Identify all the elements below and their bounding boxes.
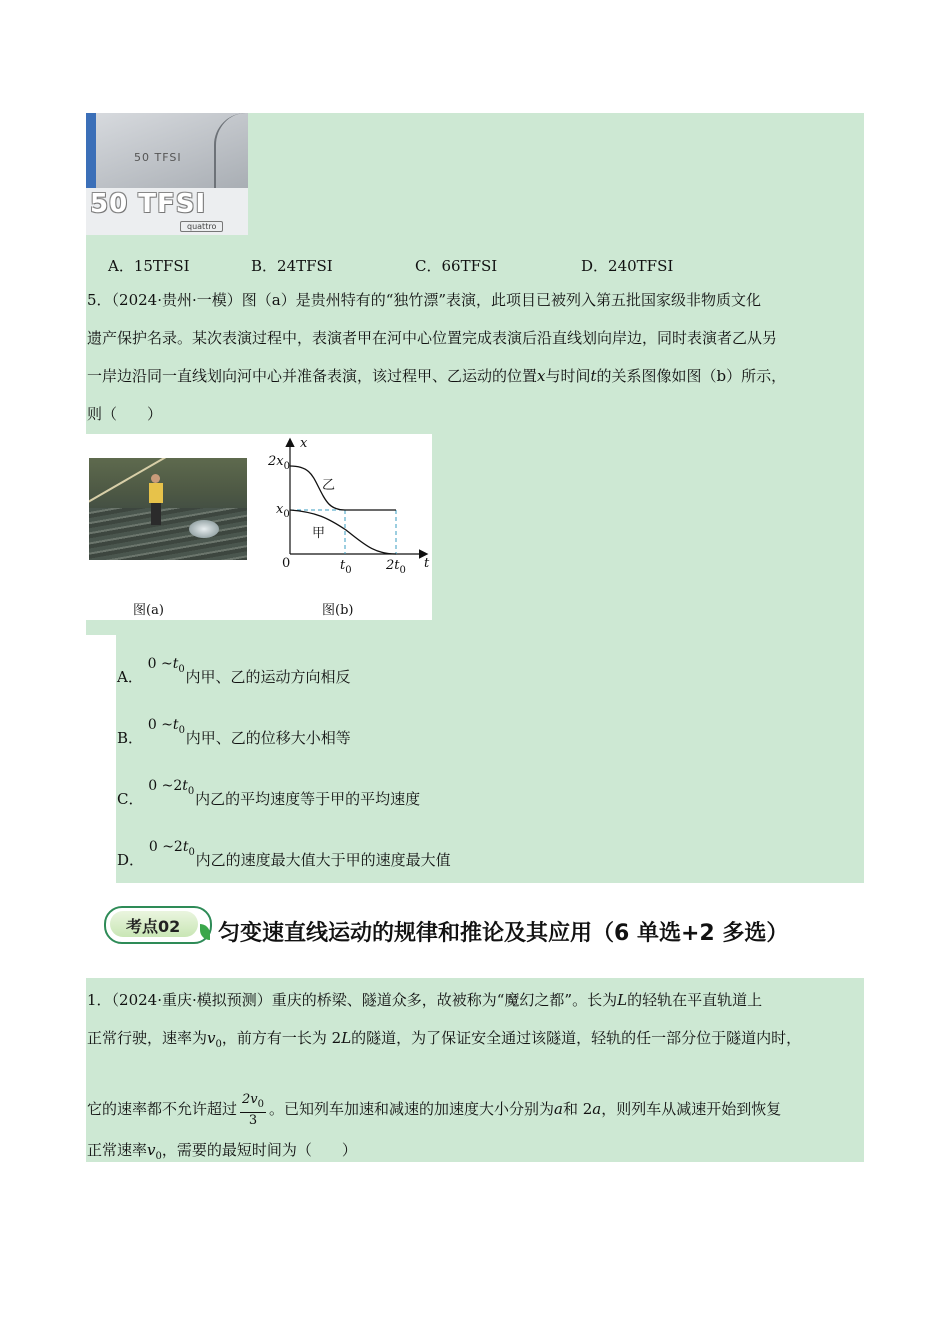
prev-option-c: C．66TFSI — [415, 257, 498, 275]
tick-2x0: $2x_0$ — [268, 454, 290, 472]
prev-option-d: D．240TFSI — [581, 257, 674, 275]
q5-line-3: 一岸边沿同一直线划向河中心并准备表演，该过程甲、乙运动的位置x与时间t的关系图像如图（b）所示， — [87, 367, 787, 385]
q1-line-1: 1．（2024·重庆·模拟预测）重庆的桥梁、隧道众多，故被称为“魔幻之都”。长为L的轻轨在平直轨道上 — [87, 991, 763, 1009]
badge-quattro-text: quattro — [180, 221, 223, 232]
performer-legs — [151, 503, 161, 525]
curve-label-jia: 甲 — [312, 526, 326, 541]
badge-large-text: 50 TFSI — [90, 189, 207, 219]
car-badge-image — [86, 113, 248, 235]
curve-label-yi: 乙 — [322, 478, 336, 493]
tick-2t0: $2t_0$ — [386, 558, 406, 576]
tick-origin: 0 — [282, 556, 291, 571]
water-ripple — [89, 508, 247, 560]
q1-line-3: 它的速率都不允许超过 $\frac{2v_0}{3}$ 。已知列车加速和减速的加速度大小分别为a和 2a，则列车从减速开始到恢复 — [87, 1092, 782, 1128]
prev-option-a: A．15TFSI — [108, 257, 190, 275]
q5-option-a: A． 0 $\sim t_0$ 内甲、乙的运动方向相反 — [117, 656, 351, 686]
section-badge-text: 考点02 — [126, 917, 181, 936]
q5-line-1: 5．（2024·贵州·一模）图（a）是贵州特有的“独竹漂”表演，此项目已被列入第五批国家级非物质文化 — [87, 291, 762, 309]
photo-bamboo-rafting — [89, 458, 247, 560]
prev-option-b: B．24TFSI — [251, 257, 333, 275]
q1-line-2: 正常行驶，速率为$v_0$，前方有一长为 2L的隧道，为了保证安全通过该隧道，轻轨的任一部分位于隧道内时， — [87, 1029, 802, 1050]
q5-option-c-range: 0 $\sim 2t_0$ — [148, 778, 195, 797]
performer-head — [151, 474, 160, 483]
q5-option-a-range: 0 $\sim t_0$ — [147, 656, 185, 675]
blue-strip — [86, 113, 96, 188]
fraction-2v0-over-3: $\frac{2v_0}{3}$ — [242, 1092, 265, 1128]
q5-line-2: 遗产保护名录。某次表演过程中，表演者甲在河中心位置完成表演后沿直线划向岸边，同时表演者乙从另 — [87, 329, 778, 347]
q1-line-4: 正常速率$v_0$，需要的最短时间为（ ） — [87, 1141, 357, 1162]
splash — [189, 520, 219, 538]
graph-y-label: x — [300, 436, 308, 451]
curve-jia — [290, 510, 396, 554]
curve-yi — [290, 466, 396, 510]
q5-option-c: C． 0 $\sim 2t_0$ 内乙的平均速度等于甲的平均速度 — [117, 778, 421, 808]
tick-x0: $x_0$ — [276, 502, 290, 520]
q5-figure-panel — [86, 434, 432, 620]
q5-option-d-range: 0 $\sim 2t_0$ — [148, 839, 195, 858]
q5-line-4: 则（ ） — [87, 405, 163, 423]
graph-x-label: t — [424, 556, 430, 571]
fig-b-caption: 图(b) — [322, 603, 354, 618]
bamboo-pole — [89, 458, 243, 514]
q5-option-b-range: 0 $\sim t_0$ — [147, 717, 185, 736]
tick-t0: $t_0$ — [340, 558, 352, 576]
fig-a-caption: 图(a) — [133, 603, 164, 618]
q5-option-b: B． 0 $\sim t_0$ 内甲、乙的位移大小相等 — [117, 717, 351, 747]
section-title: 匀变速直线运动的规律和推论及其应用（6 单选+2 多选） — [218, 921, 789, 946]
badge-small-text: 50 TFSI — [134, 151, 182, 164]
q5-option-d: D． 0 $\sim 2t_0$ 内乙的速度最大值大于甲的速度最大值 — [117, 839, 451, 869]
performer-body — [149, 483, 163, 503]
section-badge — [104, 904, 210, 944]
